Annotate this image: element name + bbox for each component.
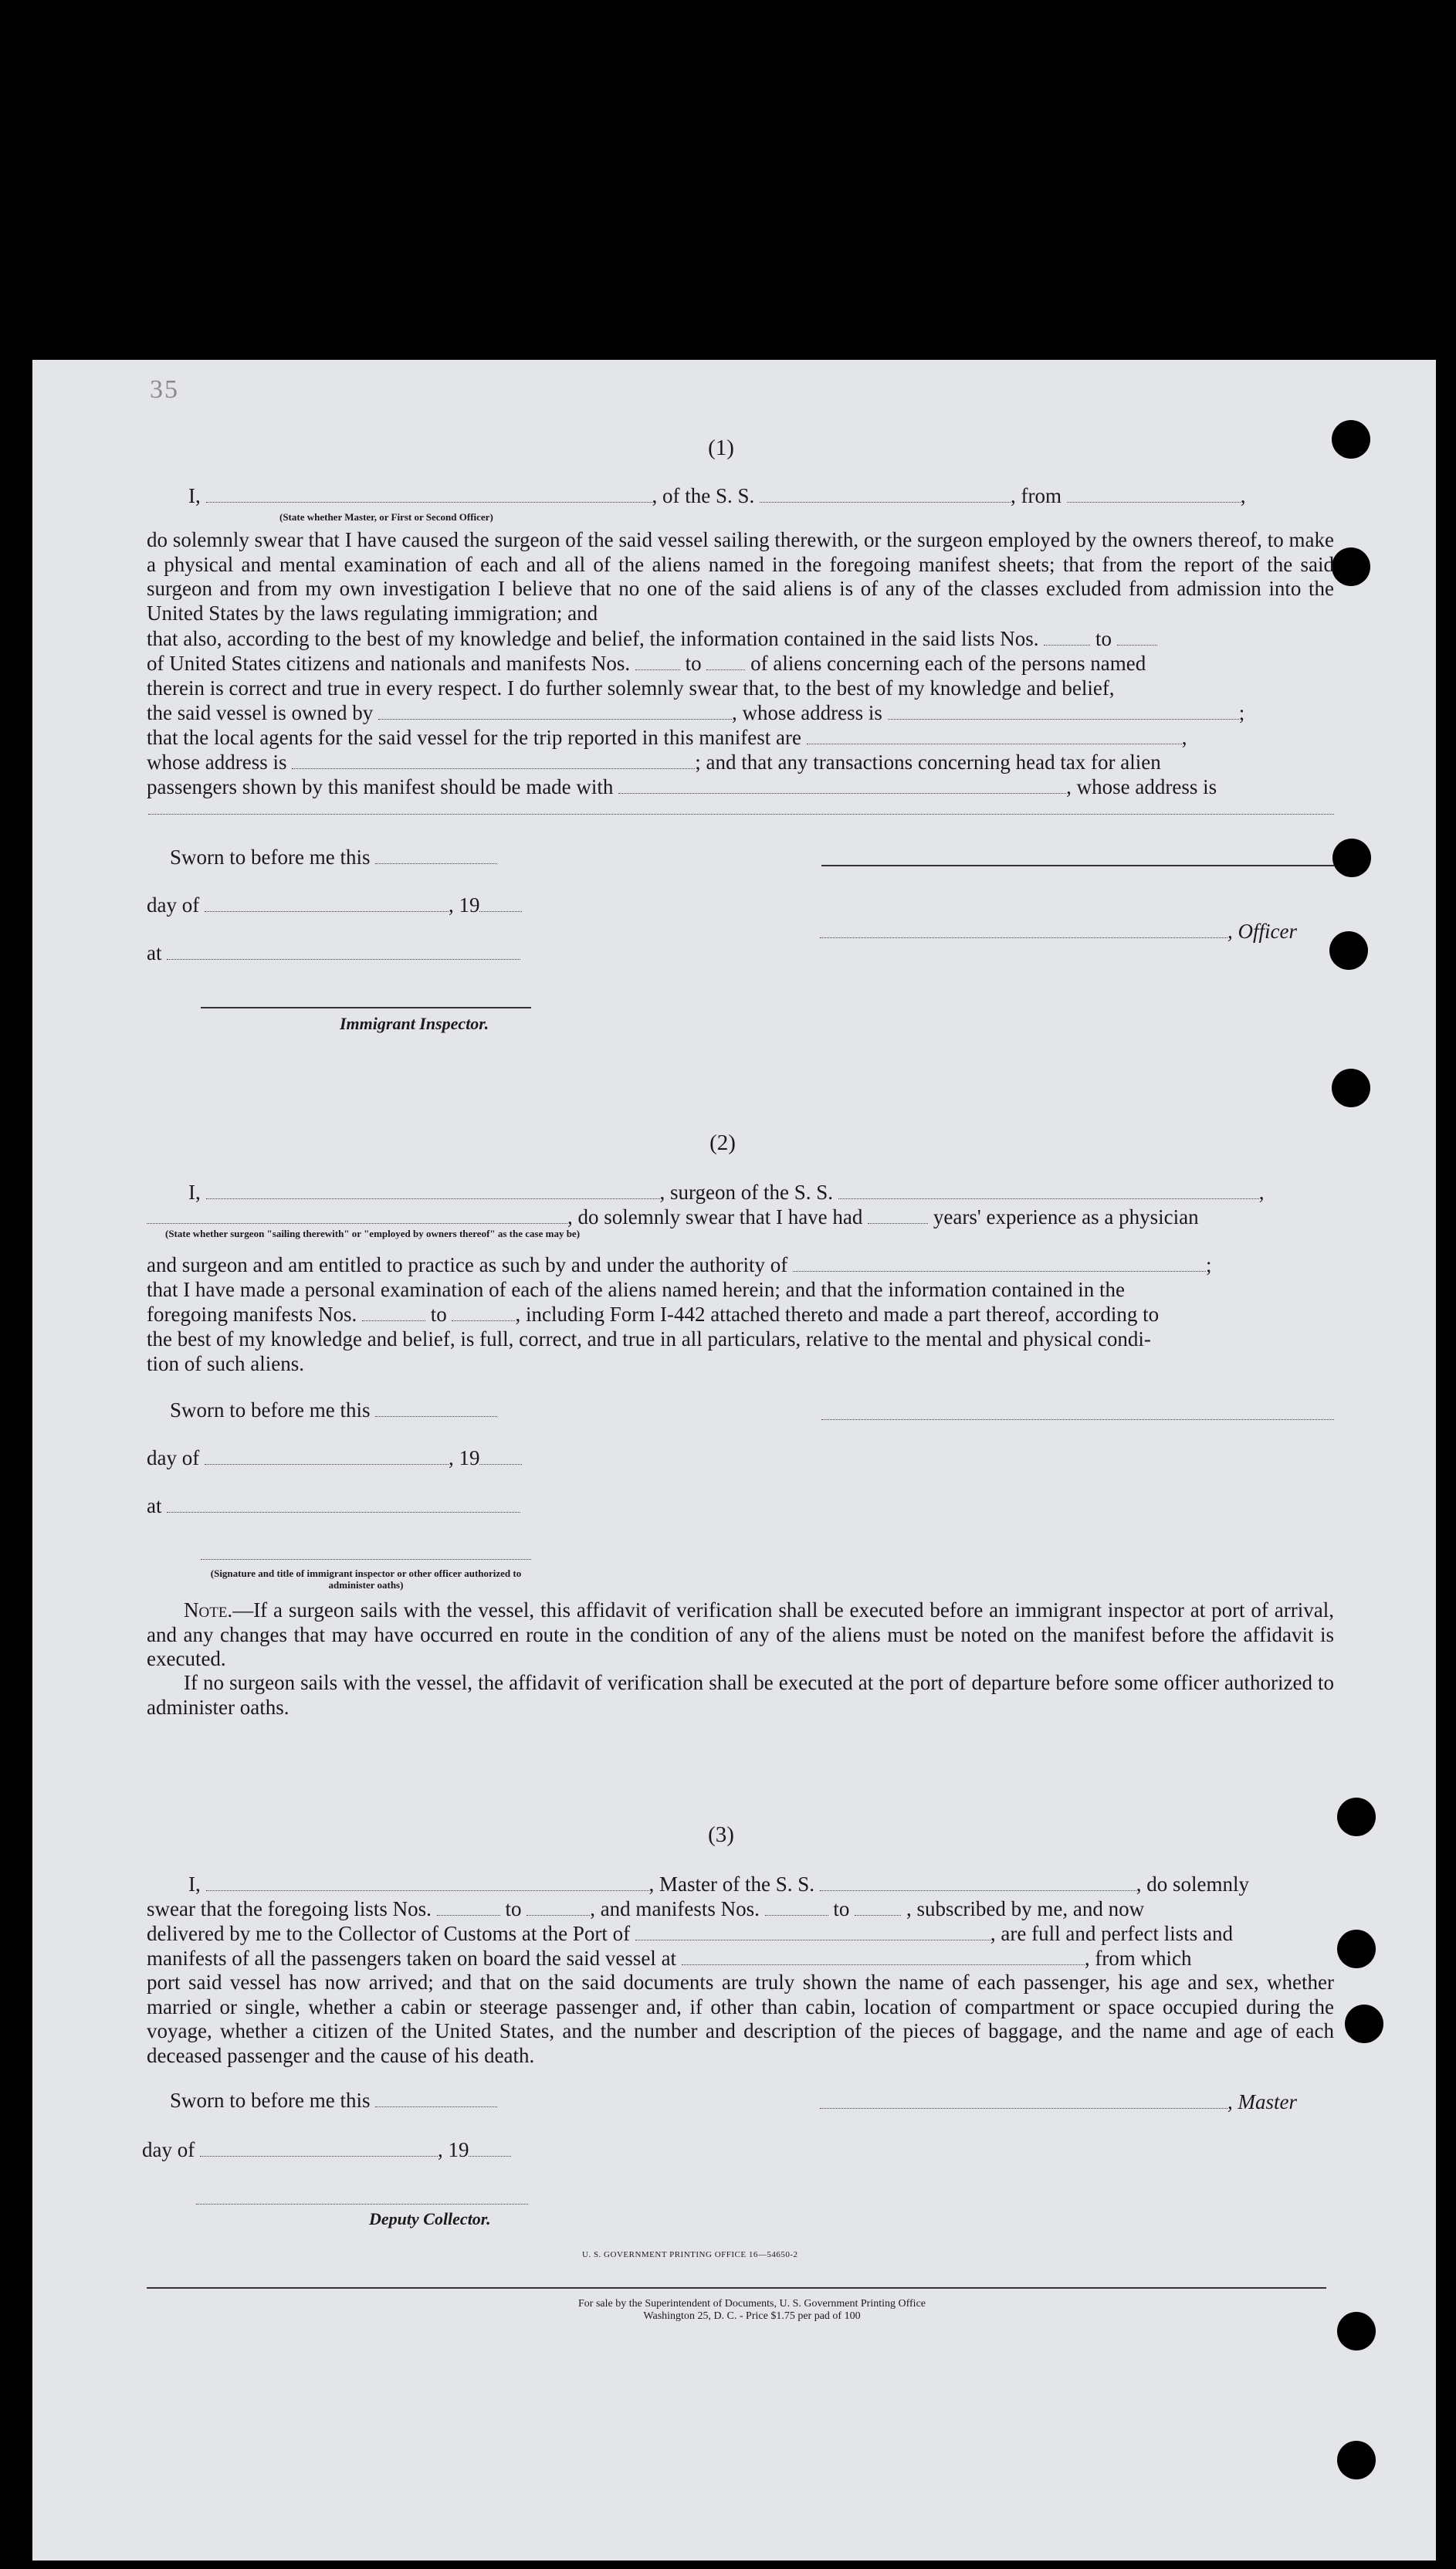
punch-hole: [1337, 1930, 1376, 1968]
owner-address-blank[interactable]: [888, 702, 1239, 720]
punch-hole: [1329, 931, 1368, 970]
s2-line-6: the best of my knowledge and belief, is full, correct, and true in all particulars, relative to the mental and physical condi-: [147, 1327, 1151, 1351]
s1-rank-caption: (State whether Master, or First or Second Officer): [279, 511, 493, 523]
punch-hole: [1337, 2441, 1376, 2479]
s1-line-correct: therein is correct and true in every respect. I do further solemnly swear that, to the best of my knowledge and belief,: [147, 676, 1115, 700]
s1-line-manifests: of United States citizens and nationals and manifests Nos. to of aliens concerning each of the persons named: [147, 652, 1146, 675]
s3-line-2: swear that the foregoing lists Nos. to , and manifests Nos. to , subscribed by me, and now: [147, 1897, 1145, 1920]
s3-day-of: day of , 19: [142, 2137, 511, 2162]
corner-mark: 35: [150, 375, 179, 404]
departure-port-blank[interactable]: [1067, 485, 1241, 503]
s2-line-1: I, , surgeon of the S. S. ,: [188, 1181, 1265, 1204]
s3-master-signature: , Master: [820, 2089, 1297, 2114]
lists-to-blank[interactable]: [1117, 628, 1157, 646]
s1-line-passengers: passengers shown by this manifest should be made with , whose address is: [147, 775, 1217, 798]
s2-note-2: If no surgeon sails with the vessel, the affidavit of verification shall be executed at the port of departure before some officer authorized to administer oaths.: [147, 1671, 1334, 1719]
s2-inspector-signature-line[interactable]: [201, 1559, 531, 1560]
s1-officer-blank[interactable]: [820, 920, 1227, 938]
s3-sworn: Sworn to before me this: [170, 2088, 497, 2113]
head-tax-agent-blank[interactable]: [618, 776, 1066, 794]
s2-month-blank[interactable]: [205, 1447, 449, 1465]
s2-sworn: Sworn to before me this: [170, 1398, 497, 1422]
s2-signature-caption: (Signature and title of immigrant inspector or other officer authorized to administer oaths): [210, 1567, 522, 1591]
s3-line-3: delivered by me to the Collector of Customs at the Port of , are full and perfect lists and: [147, 1922, 1234, 1945]
s2-line-5: foregoing manifests Nos. to , including Form I-442 attached thereto and made a part thereof, according to: [147, 1303, 1160, 1326]
owner-blank[interactable]: [378, 702, 732, 720]
manifests-from-blank[interactable]: [635, 652, 680, 670]
s2-surgeon-caption: (State whether surgeon "sailing therewith" or "employed by owners thereof" as the case may be): [165, 1228, 581, 1239]
surgeon-type-blank[interactable]: [147, 1206, 567, 1224]
manifest-affidavit-sheet: [32, 360, 1436, 2561]
head-tax-address-blank[interactable]: [148, 814, 1334, 815]
punch-hole: [1337, 1798, 1376, 1836]
s3-line-1: I, , Master of the S. S. , do solemnly: [188, 1873, 1249, 1896]
s3-lists-to-blank[interactable]: [527, 1898, 590, 1916]
s1-line-agents: that the local agents for the said vessel for the trip reported in this manifest are ,: [147, 726, 1187, 749]
punch-hole: [1332, 839, 1371, 877]
s3-vessel-blank[interactable]: [820, 1873, 1136, 1891]
s1-sworn-date-blank[interactable]: [375, 846, 497, 864]
section-2-heading: (2): [709, 1130, 736, 1155]
s3-master-name-blank[interactable]: [206, 1873, 649, 1891]
vessel-name-blank[interactable]: [760, 485, 1011, 503]
surgeon-name-blank[interactable]: [206, 1181, 660, 1199]
s2-vessel-blank[interactable]: [838, 1181, 1259, 1199]
s3-line-4: manifests of all the passengers taken on board the said vessel at , from which: [147, 1947, 1192, 1970]
footer-sale-line: For sale by the Superintendent of Documents, U. S. Government Printing Office: [578, 2298, 926, 2310]
s1-line-1: I, , of the S. S. , from ,: [188, 484, 1246, 507]
officer-rank-blank[interactable]: [206, 485, 652, 503]
s2-year-blank[interactable]: [479, 1447, 522, 1465]
agents-address-blank[interactable]: [292, 751, 695, 769]
s2-day-of: day of , 19: [147, 1445, 522, 1470]
s1-day-of: day of , 19: [147, 893, 522, 917]
s2-signature-line[interactable]: [821, 1419, 1334, 1420]
years-experience-blank[interactable]: [868, 1206, 928, 1224]
s1-officer: , Officer: [820, 919, 1297, 944]
s2-line-3: and surgeon and am entitled to practice as such by and under the authority of ;: [147, 1253, 1212, 1276]
footer-divider: [147, 2287, 1326, 2289]
authority-blank[interactable]: [793, 1254, 1206, 1272]
s3-lists-from-blank[interactable]: [437, 1898, 500, 1916]
s1-month-blank[interactable]: [205, 894, 449, 912]
s2-line-4: that I have made a personal examination of each of the aliens named herein; and that the information contained in the: [147, 1278, 1126, 1301]
punch-hole: [1345, 2005, 1383, 2043]
s1-at: at: [147, 940, 520, 965]
punch-hole: [1332, 420, 1370, 459]
s1-place-blank[interactable]: [167, 942, 520, 960]
gpo-imprint: U. S. GOVERNMENT PRINTING OFFICE 16—54650-2: [582, 2250, 798, 2259]
s3-year-blank[interactable]: [469, 2139, 511, 2157]
s1-line-owned: the said vessel is owned by , whose address is ;: [147, 701, 1245, 724]
s1-line-nos: that also, according to the best of my knowledge and belief, the information contained in the said lists Nos. to: [147, 626, 1157, 651]
s3-month-blank[interactable]: [200, 2139, 438, 2157]
s3-master-signature-blank[interactable]: [820, 2091, 1227, 2109]
s2-manifests-to-blank[interactable]: [452, 1303, 515, 1321]
s3-deputy-signature-line[interactable]: [196, 2204, 528, 2205]
s3-port-blank[interactable]: [635, 1923, 990, 1940]
punch-hole: [1332, 547, 1370, 586]
s2-line-7: tion of such aliens.: [147, 1352, 304, 1375]
s3-paragraph: port said vessel has now arrived; and that on the said documents are truly shown the name of each passenger, his age and sex, whether married or single, whether a cabin or steerage passenger and, if other than cabin, location of compartment or space occupied during the voyage, whether a citizen of the United States, and the number and description of the pieces of baggage, and the name and age of each deceased passenger and the cause of his death.: [147, 1971, 1334, 2067]
s3-boarding-port-blank[interactable]: [682, 1947, 1085, 1965]
footer-price-line: Washington 25, D. C. - Price $1.75 per pad of 100: [643, 2310, 861, 2322]
section-3-heading: (3): [708, 1822, 734, 1847]
s3-manifests-from-blank[interactable]: [765, 1898, 828, 1916]
s1-sworn: Sworn to before me this: [170, 845, 497, 869]
s1-line-whose: whose address is ; and that any transactions concerning head tax for alien: [147, 751, 1161, 774]
s1-inspector-signature-line[interactable]: [201, 1007, 531, 1008]
s1-paragraph: do solemnly swear that I have caused the surgeon of the said vessel sailing therewith, or the surgeon employed by the owners thereof, to make a physical and mental examination of each and all of the aliens named in the foregoing manifest sheets; that from the report of the said surgeon and from my own investigation I believe that no one of the said aliens is of any of the classes excluded from admission into the United States by the laws regulating immigration; and: [147, 528, 1334, 625]
local-agents-blank[interactable]: [807, 727, 1182, 744]
s3-manifests-to-blank[interactable]: [855, 1898, 901, 1916]
section-1-heading: (1): [708, 436, 734, 460]
s2-at: at: [147, 1493, 520, 1518]
s1-signature-line[interactable]: [821, 865, 1334, 866]
s1-year-blank[interactable]: [479, 894, 522, 912]
s2-manifests-from-blank[interactable]: [362, 1303, 425, 1321]
s2-place-blank[interactable]: [167, 1495, 520, 1513]
lists-from-blank[interactable]: [1044, 628, 1090, 646]
s2-note: Note.—If a surgeon sails with the vessel, this affidavit of verification shall be executed before an immigrant inspector at port of arrival, and any changes that may have occurred en route in the condition of any of the aliens must be noted on the manifest before the affidavit is executed.: [147, 1598, 1334, 1670]
s3-sworn-date-blank[interactable]: [375, 2089, 497, 2107]
s2-line-2: , do solemnly swear that I have had years' experience as a physician: [147, 1205, 1199, 1229]
punch-hole: [1332, 1069, 1370, 1107]
s3-deputy-label: Deputy Collector.: [369, 2209, 491, 2228]
manifests-to-blank[interactable]: [706, 652, 745, 670]
punch-hole: [1337, 2312, 1376, 2350]
s1-inspector-label: Immigrant Inspector.: [340, 1014, 489, 1033]
s2-sworn-date-blank[interactable]: [375, 1399, 497, 1417]
